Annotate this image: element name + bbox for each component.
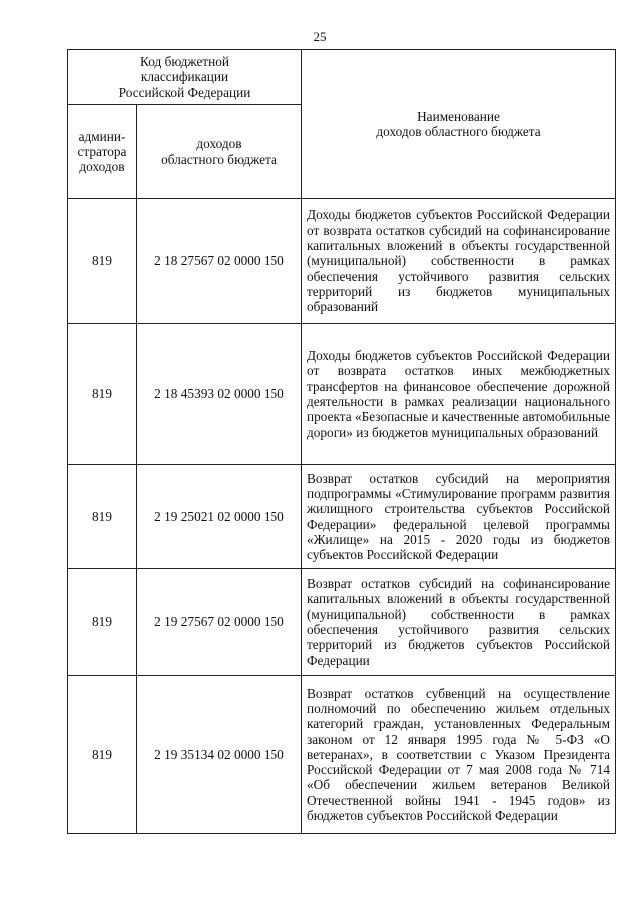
income-code-cell: 2 18 45393 02 0000 150 [137,324,302,465]
table-row [68,676,616,834]
admin-code-cell: 819 [68,569,137,676]
header-budget-code: Код бюджетной классификации Российской Федерации [68,50,302,105]
admin-code-cell: 819 [68,324,137,465]
income-name-cell: Возврат остатков субсидий на мероприятия подпрограммы «Стимулирование программ развития жилищного строительства субъектов Российской Федерации» федеральной целевой программы «Жилище» на 2015 - 2020 годы из бюджетов субъектов Российской Федерации [302,465,616,569]
table-row [68,569,616,676]
table-row [68,324,616,465]
table-row [68,199,616,324]
income-code-cell: 2 19 25021 02 0000 150 [137,465,302,569]
income-code-cell: 2 19 27567 02 0000 150 [137,569,302,676]
header-income-code: доходов областного бюджета [137,105,302,199]
admin-code-cell: 819 [68,199,137,324]
admin-code-cell: 819 [68,676,137,834]
income-code-cell: 2 19 35134 02 0000 150 [137,676,302,834]
header-income-name: Наименование доходов областного бюджета [302,50,616,199]
income-name-cell: Возврат остатков субвенций на осуществление полномочий по обеспечению жильем отдельных категорий граждан, установленных Федеральным законом от 12 января 1995 года № 5-ФЗ «О ветеранах», в соответствии с Указом Президента Российской Федерации от 7 мая 2008 года № 714 «Об обеспечении жильем ветеранов Великой Отечественной войны 1941 - 1945 годов» из бюджетов субъектов Российской Федерации [302,676,616,834]
table-row [68,465,616,569]
page-number: 25 [313,29,327,44]
income-name-cell: Доходы бюджетов субъектов Российской Федерации от возврата остатков субсидий на софинансирование капитальных вложений в объекты государственной (муниципальной) собственности в рамках обеспечения устойчивого развития сельских территорий из бюджетов муниципальных образований [302,199,616,324]
income-code-cell: 2 18 27567 02 0000 150 [137,199,302,324]
budget-classification-table [67,49,616,834]
header-administrator: админи- стратора доходов [68,105,137,199]
income-name-cell: Доходы бюджетов субъектов Российской Федерации от возврата остатков иных межбюджетных трансфертов на финансовое обеспечение дорожной деятельности в рамках реализации национального проекта «Безопасные и качественные автомобильные дороги» из бюджетов муниципальных образований [302,324,616,465]
income-name-cell: Возврат остатков субсидий на софинансирование капитальных вложений в объекты государственной (муниципальной) собственности в рамках обеспечения устойчивого развития сельских территорий из бюджетов субъектов Российской Федерации [302,569,616,676]
table-header-row [68,50,616,105]
admin-code-cell: 819 [68,465,137,569]
